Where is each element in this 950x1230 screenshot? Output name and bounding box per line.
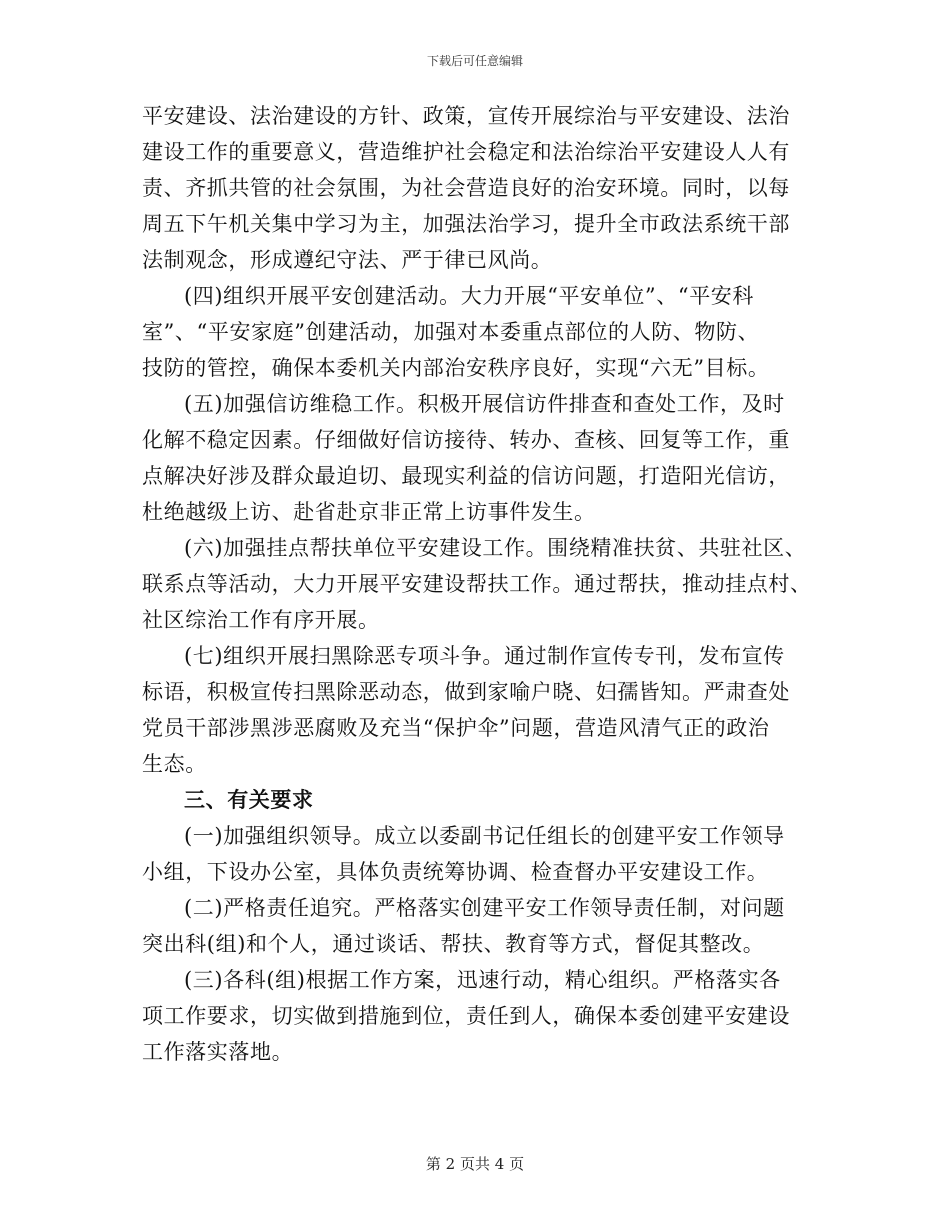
text-line: (五)加强信访维稳工作。积极开展信访件排查和查处工作，及时 [184,392,785,416]
text-line: (三)各科(组)根据工作方案，迅速行动，精心组织。严格落实各 [184,968,781,992]
page-header-note: 下载后可任意编辑 [426,54,523,68]
paragraph-section-6 [142,530,812,638]
text-line: 生态。 [142,752,207,776]
text-line: 平安建设、法治建设的方针、政策，宣传开展综治与平安建设、法治 [142,104,790,128]
page-number: 第 2 页共 4 页 [425,1155,525,1173]
text-line: 化解不稳定因素。仔细做好信访接待、转办、查核、回复等工作，重 [142,428,790,452]
paragraph-section-4 [142,278,808,386]
text-line: (六)加强挂点帮扶单位平安建设工作。围绕精准扶贫、共驻社区、 [184,536,807,560]
text-line: (七)组织开展扫黑除恶专项斗争。通过制作宣传专刊，发布宣传 [184,644,785,668]
text-line: 技防的管控，确保本委机关内部治安秩序良好，实现“六无”目标。 [142,356,770,380]
text-line: 责、齐抓共管的社会氛围，为社会营造良好的治安环境。同时，以每 [142,176,790,200]
text-line: 杜绝越级上访、赴省赴京非正常上访事件发生。 [142,500,596,524]
text-line: 点解决好涉及群众最迫切、最现实利益的信访问题，打造阳光信访， [142,464,790,488]
paragraph-requirement-1 [142,818,808,890]
text-line: 党员干部涉黑涉恶腐败及充当“保护伞”问题，营造风清气正的政治 [142,716,770,740]
paragraph-requirement-2 [142,890,808,962]
text-line: 标语，积极宣传扫黑除恶动态，做到家喻户晓、妇孺皆知。严肃查处 [142,680,790,704]
text-line: 突出科(组)和个人，通过谈话、帮扶、教育等方式，督促其整改。 [142,932,765,956]
text-line: 联系点等活动，大力开展平安建设帮扶工作。通过帮扶，推动挂点村、 [142,572,812,596]
paragraph-requirement-3 [142,962,808,1070]
paragraph [142,98,808,278]
text-line: 社区综治工作有序开展。 [142,608,380,632]
section-heading: 三、有关要求 [184,788,314,812]
document-body [142,98,812,1070]
text-line: 周五下午机关集中学习为主，加强法治学习，提升全市政法系统干部 [142,212,790,236]
paragraph-section-7 [142,638,808,782]
text-line: (四)组织开展平安创建活动。大力开展“平安单位”、“平安科 [184,284,754,308]
text-line: (二)严格责任追究。严格落实创建平安工作领导责任制，对问题 [184,896,785,920]
text-line: 室”、“平安家庭”创建活动，加强对本委重点部位的人防、物防、 [142,320,760,344]
text-line: 法制观念，形成遵纪守法、严于律已风尚。 [142,248,553,272]
text-line: 项工作要求，切实做到措施到位，责任到人，确保本委创建平安建设 [142,1004,790,1028]
paragraph-section-5 [142,386,808,530]
text-line: (一)加强组织领导。成立以委副书记任组长的创建平安工作领导 [184,824,785,848]
text-line: 工作落实落地。 [142,1040,294,1064]
text-line: 建设工作的重要意义，营造维护社会稳定和法治综治平安建设人人有 [142,140,790,164]
text-line: 小组，下设办公室，具体负责统筹协调、检查督办平安建设工作。 [142,860,769,884]
